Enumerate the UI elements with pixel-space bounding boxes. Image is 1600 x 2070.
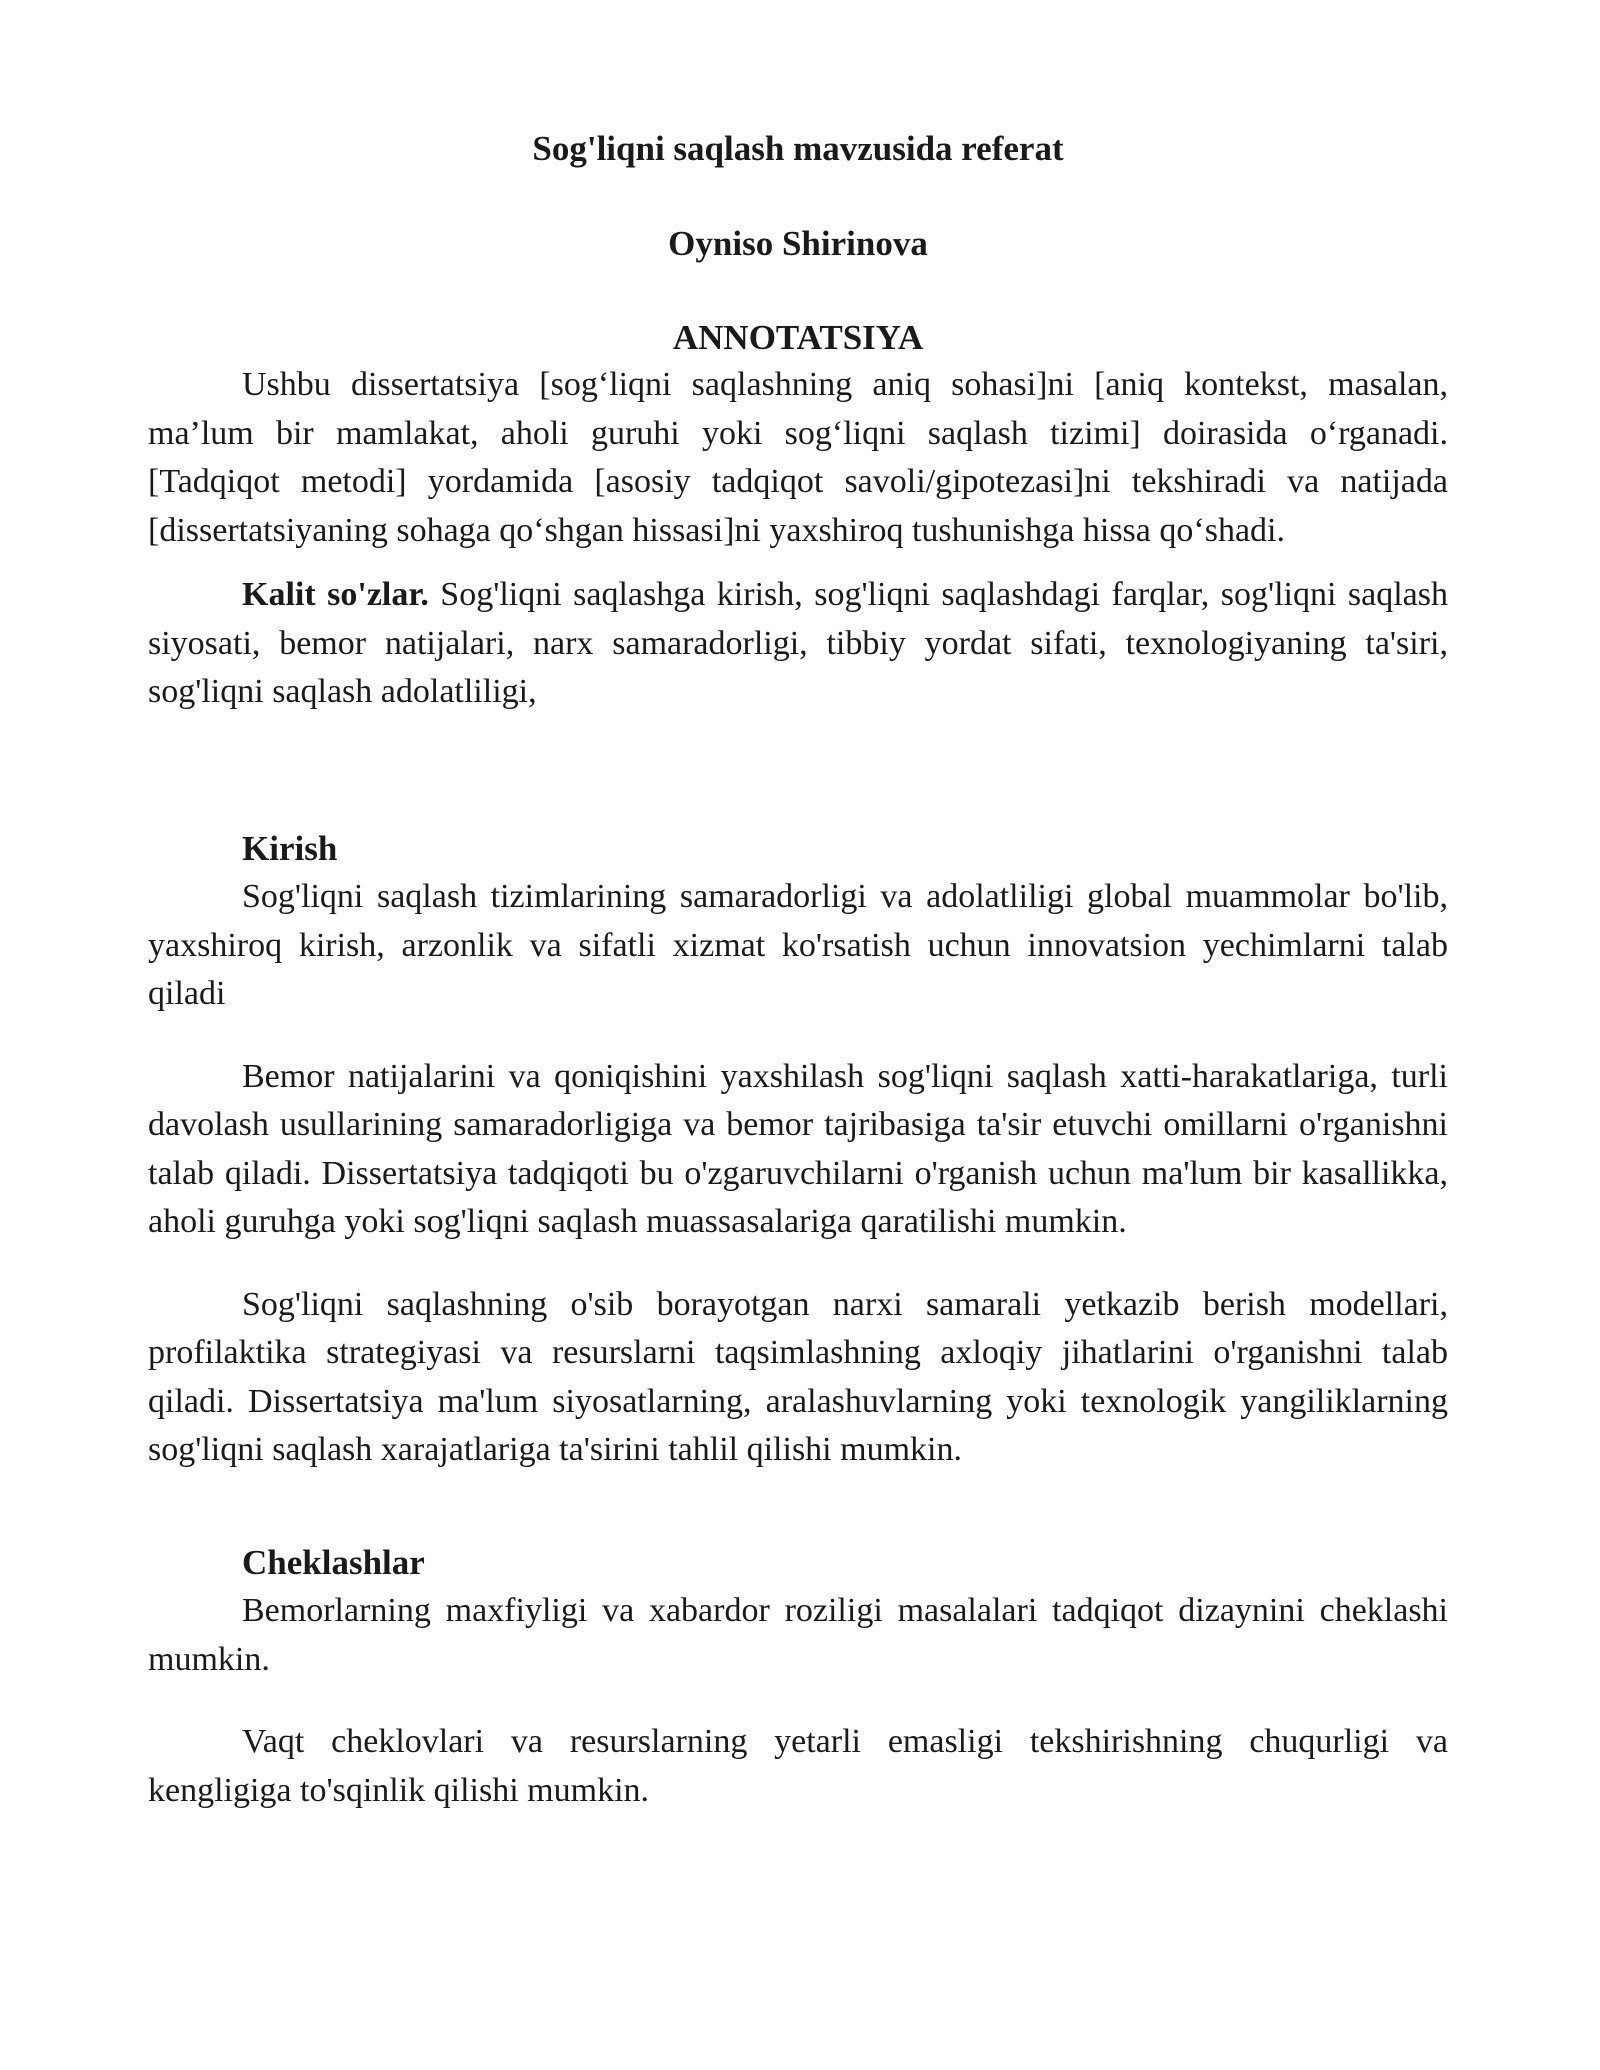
- keywords-text: Sog'liqni saqlashga kirish, sog'liqni saqlashdagi farqlar, sog'liqni saqlash siyosati, bemor natijalari, narx samaradorligi, tibbiy yordat sifati, texnologiyaning ta'siri, sog'liqni saqlash adolatliligi,: [148, 576, 1448, 710]
- kirish-paragraph: Sog'liqni saqlashning o'sib borayotgan narxi samarali yetkazib berish modellari, profilaktika strategiyasi va resurslarni taqsimlashning axloqiy jihatlarini o'rganishni talab qiladi. Dissertatsiya ma'lum siyosatlarning, aralashuvlarning yoki texnologik yangiliklarning sog'liqni saqlash xarajatlariga ta'sirini tahlil qilishi mumkin.: [148, 1285, 1448, 1468]
- document-page: [148, 128, 1448, 1815]
- annotation-heading: ANNOTATSIYA: [672, 318, 924, 357]
- keywords-paragraph: [148, 571, 1448, 717]
- kirish-paragraph: Sog'liqni saqlash tizimlarining samaradorligi va adolatliligi global muammolar bo'lib, yaxshiroq kirish, arzonlik va sifatli xizmat ko'rsatish uchun innovatsion yechimlarni talab qiladi: [148, 878, 1448, 1012]
- author-name: Oyniso Shirinova: [668, 224, 928, 263]
- section-heading-kirish: Kirish: [242, 828, 338, 868]
- annotation-text: Ushbu dissertatsiya [sog‘liqni saqlashning aniq sohasi]ni [aniq kontekst, masalan, ma’lum bir mamlakat, aholi guruhi yoki sog‘liqni saqlash tizimi] doirasida o‘rganadi. [Tadqiqot metodi] yordamida [asosiy tadqiqot savoli/gipotezasi]ni tekshiradi va natijada [dissertatsiyaning sohaga qo‘shgan hissasi]ni yaxshiroq tushunishga hissa qo‘shadi.: [148, 366, 1448, 549]
- cheklashlar-paragraph: Bemorlarning maxfiyligi va xabardor roziligi masalalari tadqiqot dizaynini cheklashi mumkin.: [148, 1592, 1448, 1678]
- document-title: Sog'liqni saqlash mavzusida referat: [532, 129, 1064, 168]
- section-heading-cheklashlar: Cheklashlar: [242, 1542, 425, 1582]
- cheklashlar-paragraph: Vaqt cheklovlari va resurslarning yetarli emasligi tekshirishning chuqurligi va kengligiga to'sqinlik qilishi mumkin.: [148, 1723, 1448, 1809]
- kirish-paragraph: Bemor natijalarini va qoniqishini yaxshilash sog'liqni saqlash xatti-harakatlariga, turli davolash usullarining samaradorligiga va bemor tajribasiga ta'sir etuvchi omillarni o'rganishni talab qiladi. Dissertatsiya tadqiqoti bu o'zgaruvchilarni o'rganish uchun ma'lum bir kasallikka, aholi guruhga yoki sog'liqni saqlash muassasalariga qaratilishi mumkin.: [148, 1057, 1448, 1240]
- keywords-label: Kalit so'zlar.: [242, 576, 429, 613]
